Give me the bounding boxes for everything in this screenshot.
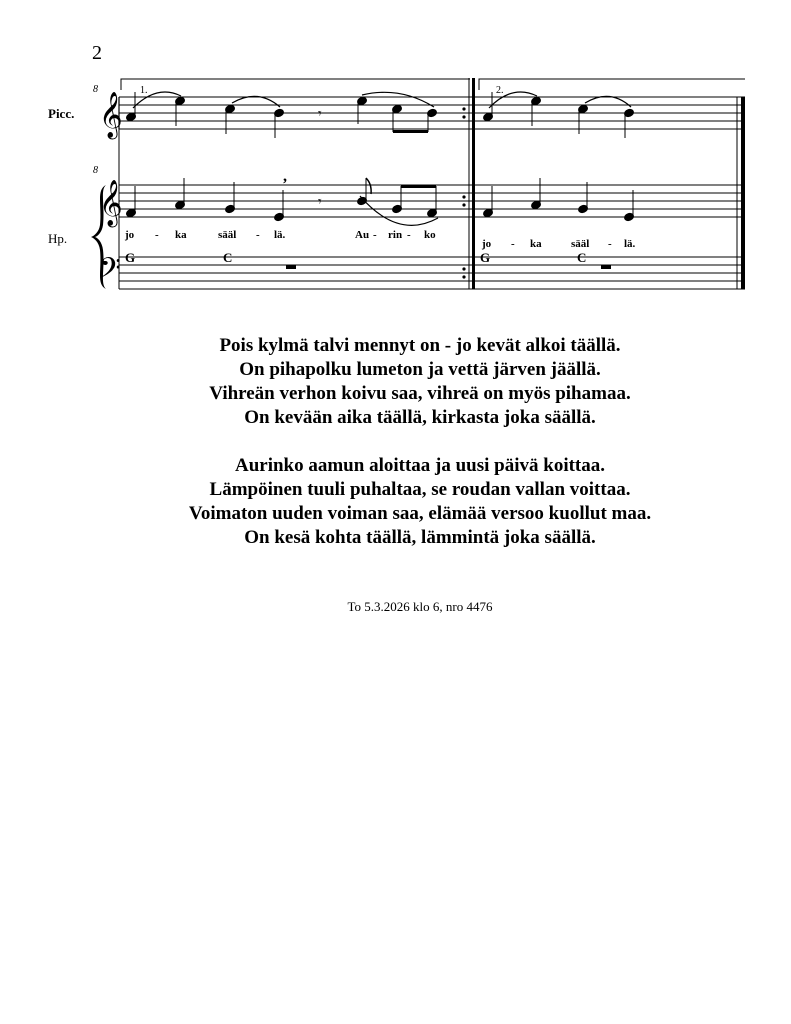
- piccolo-notes-m1: [126, 92, 438, 138]
- volta-1-label: 1.: [140, 85, 148, 96]
- lyrics-m1: [124, 229, 436, 241]
- stanza-1: [0, 334, 791, 430]
- bass-clef-harp: 𝄢: [99, 254, 121, 291]
- chord-symbol: C: [223, 250, 233, 265]
- volta-2-label: 2.: [496, 85, 504, 96]
- footer-note: To 5.3.2026 klo 6, nro 4476: [347, 599, 493, 614]
- lyric-hyphen: -: [373, 229, 377, 241]
- lyric-syllable: sääl: [218, 229, 237, 241]
- instrument-name-piccolo: Picc.: [48, 106, 75, 121]
- harp-eighth-flag: [366, 178, 371, 194]
- lyrics-m2: [481, 238, 636, 250]
- treble-clef-harp: 𝄞: [99, 180, 123, 225]
- lyric-hyphen: -: [407, 229, 411, 241]
- instrument-name-harp: Hp.: [48, 231, 68, 246]
- lyric-syllable: rin: [388, 229, 403, 241]
- chord-symbol: G: [125, 250, 136, 265]
- poem-line: On kesä kohta täällä, lämmintä joka säällä.: [244, 527, 596, 548]
- piccolo-notes-m2: [483, 92, 635, 138]
- music-score: [0, 0, 791, 300]
- lyric-syllable: sääl: [571, 238, 590, 250]
- svg-text:𝄾: 𝄾: [318, 107, 322, 122]
- bass-rests: [286, 265, 611, 269]
- poem-line: Lämpöinen tuuli puhaltaa, se roudan vallan voittaa.: [209, 479, 631, 500]
- poem-line: Aurinko aamun aloittaa ja uusi päivä koittaa.: [234, 455, 606, 476]
- poem-line: Pois kylmä talvi mennyt on - jo kevät alkoi täällä.: [219, 335, 621, 356]
- poem: [0, 334, 791, 574]
- lyric-syllable: Au: [355, 229, 370, 241]
- chord-symbol: G: [480, 250, 491, 265]
- lyric-hyphen: -: [256, 229, 260, 241]
- lyric-syllable: lä.: [274, 229, 286, 241]
- poem-line: Vihreän verhon koivu saa, vihreä on myös pihamaa.: [209, 383, 631, 404]
- lyric-syllable: ka: [175, 229, 187, 241]
- lyric-syllable: jo: [125, 229, 135, 241]
- poem-line: On pihapolku lumeton ja vettä järven jäällä.: [239, 359, 601, 380]
- piccolo-slurs-m2: [489, 92, 631, 108]
- stanza-2: [0, 454, 791, 550]
- octave-mark-piccolo: 8: [93, 84, 98, 95]
- poem-line: Voimaton uuden voiman saa, elämää versoo kuollut maa.: [188, 503, 652, 524]
- lyric-syllable: lä.: [624, 238, 636, 250]
- page-number: 2: [92, 42, 102, 64]
- lyric-syllable: ko: [424, 229, 436, 241]
- lyric-hyphen: -: [608, 238, 612, 250]
- chord-symbol: C: [577, 250, 587, 265]
- lyric-syllable: ka: [530, 238, 542, 250]
- octave-mark-harp: 8: [93, 165, 98, 176]
- lyric-hyphen: -: [511, 238, 515, 250]
- poem-line: On kevään aika täällä, kirkasta joka säällä.: [244, 407, 596, 428]
- lyric-syllable: jo: [482, 238, 492, 250]
- volta-brackets: [121, 79, 745, 90]
- svg-text:𝄾: 𝄾: [318, 195, 322, 210]
- lyric-hyphen: -: [155, 229, 159, 241]
- treble-clef-piccolo: 𝄞: [99, 92, 123, 137]
- breath-mark: ,: [283, 168, 287, 185]
- harp-bass-staff: [119, 257, 745, 289]
